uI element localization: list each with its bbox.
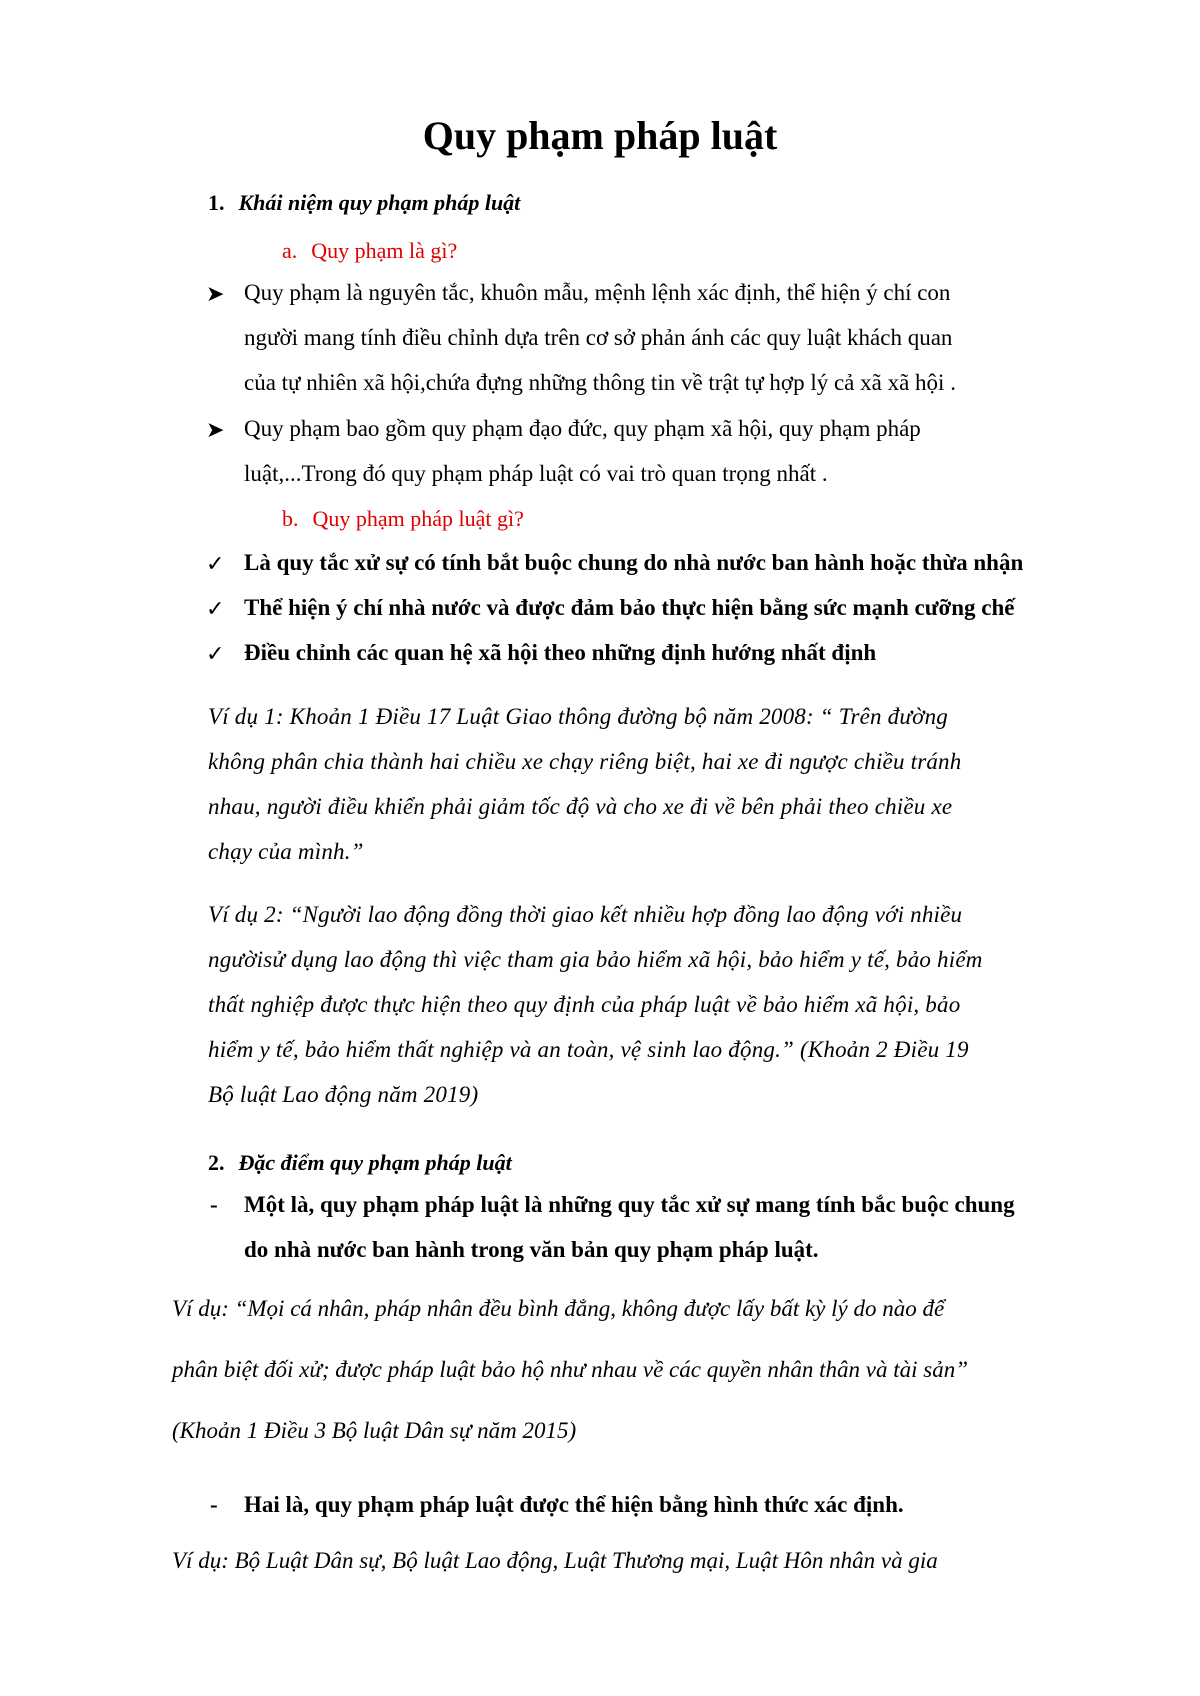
example-4: Ví dụ: Bộ Luật Dân sự, Bộ luật Lao động, Luật Thương mại, Luật Hôn nhân và gia [172,1548,938,1573]
subsection-b-marker: b. [282,506,299,531]
arrow-bullet-icon: ➤ [206,282,225,307]
example-line: không phân chia thành hai chiều xe chạy riêng biệt, hai xe đi ngược chiều tránh [208,749,962,774]
arrow-item-line: Quy phạm bao gồm quy phạm đạo đức, quy phạm xã hội, quy phạm pháp [244,416,921,441]
example-2 [208,892,983,1117]
dash-bullet: - [210,1192,218,1217]
subsection-b-title: Quy phạm pháp luật gì? [312,506,524,531]
page-title: Quy phạm pháp luật [422,113,778,158]
point-2: Hai là, quy phạm pháp luật được thể hiện bằng hình thức xác định. [244,1492,904,1517]
example-line: nhau, người điều khiển phải giảm tốc độ và cho xe đi về bên phải theo chiều xe [208,794,953,819]
example-line: ngườisử dụng lao động thì việc tham gia bảo hiểm xã hội, bảo hiểm y tế, bảo hiểm [208,947,983,972]
arrow-item-1 [244,270,956,405]
dash-bullet: - [210,1492,218,1517]
example-line: Ví dụ 2: “Người lao động đồng thời giao kết nhiều hợp đồng lao động với nhiều [208,902,963,927]
arrow-item-line: của tự nhiên xã hội,chứa đựng những thông tin về trật tự hợp lý cả xã xã hội . [244,370,956,395]
checkmark-icon: ✓ [206,642,225,667]
example-line: Ví dụ 1: Khoản 1 Điều 17 Luật Giao thông đường bộ năm 2008: “ Trên đường [208,704,949,729]
section-1-title: Khái niệm quy phạm pháp luật [238,190,521,215]
example-line: hiểm y tế, bảo hiểm thất nghiệp và an toàn, vệ sinh lao động.” (Khoản 2 Điều 19 [208,1037,969,1062]
section-2-number: 2. [208,1150,225,1175]
check-item-3: Điều chỉnh các quan hệ xã hội theo những định hướng nhất định [244,640,877,665]
subsection-a-marker: a. [282,238,298,263]
point-1 [244,1182,1015,1272]
section-2-title: Đặc điểm quy phạm pháp luật [238,1150,512,1175]
point-line: Một là, quy phạm pháp luật là những quy tắc xử sự mang tính bắc buộc chung [244,1192,1015,1217]
arrow-item-line: Quy phạm là nguyên tắc, khuôn mẫu, mệnh lệnh xác định, thể hiện ý chí con [244,280,951,305]
example-line: Ví dụ: “Mọi cá nhân, pháp nhân đều bình đẳng, không được lấy bất kỳ lý do nào để [172,1296,945,1321]
section-1-heading [208,190,520,216]
arrow-item-2 [244,406,921,496]
section-2-heading [208,1150,512,1176]
point-line: do nhà nước ban hành trong văn bản quy phạm pháp luật. [244,1237,819,1262]
example-line: chạy của mình.” [208,839,364,864]
arrow-bullet-icon: ➤ [206,418,225,443]
section-1-number: 1. [208,190,225,215]
example-line: phân biệt đối xử; được pháp luật bảo hộ như nhau về các quyền nhân thân và tài sản” [172,1357,969,1382]
example-line: (Khoản 1 Điều 3 Bộ luật Dân sự năm 2015) [172,1418,577,1443]
checkmark-icon: ✓ [206,552,225,577]
subsection-a-title: Quy phạm là gì? [311,238,458,263]
subsection-b-heading [282,506,524,532]
check-item-1: Là quy tắc xử sự có tính bắt buộc chung do nhà nước ban hành hoặc thừa nhận [244,550,1024,575]
check-item-2: Thể hiện ý chí nhà nước và được đảm bảo thực hiện bằng sức mạnh cưỡng chế [244,595,1015,620]
arrow-item-line: luật,...Trong đó quy phạm pháp luật có vai trò quan trọng nhất . [244,461,828,486]
subsection-a-heading [282,238,457,264]
arrow-item-line: người mang tính điều chỉnh dựa trên cơ sở phản ánh các quy luật khách quan [244,325,953,350]
example-1 [208,694,961,874]
example-line: Bộ luật Lao động năm 2019) [208,1082,479,1107]
example-3 [172,1278,968,1461]
example-line: thất nghiệp được thực hiện theo quy định của pháp luật về bảo hiểm xã hội, bảo [208,992,961,1017]
checkmark-icon: ✓ [206,597,225,622]
